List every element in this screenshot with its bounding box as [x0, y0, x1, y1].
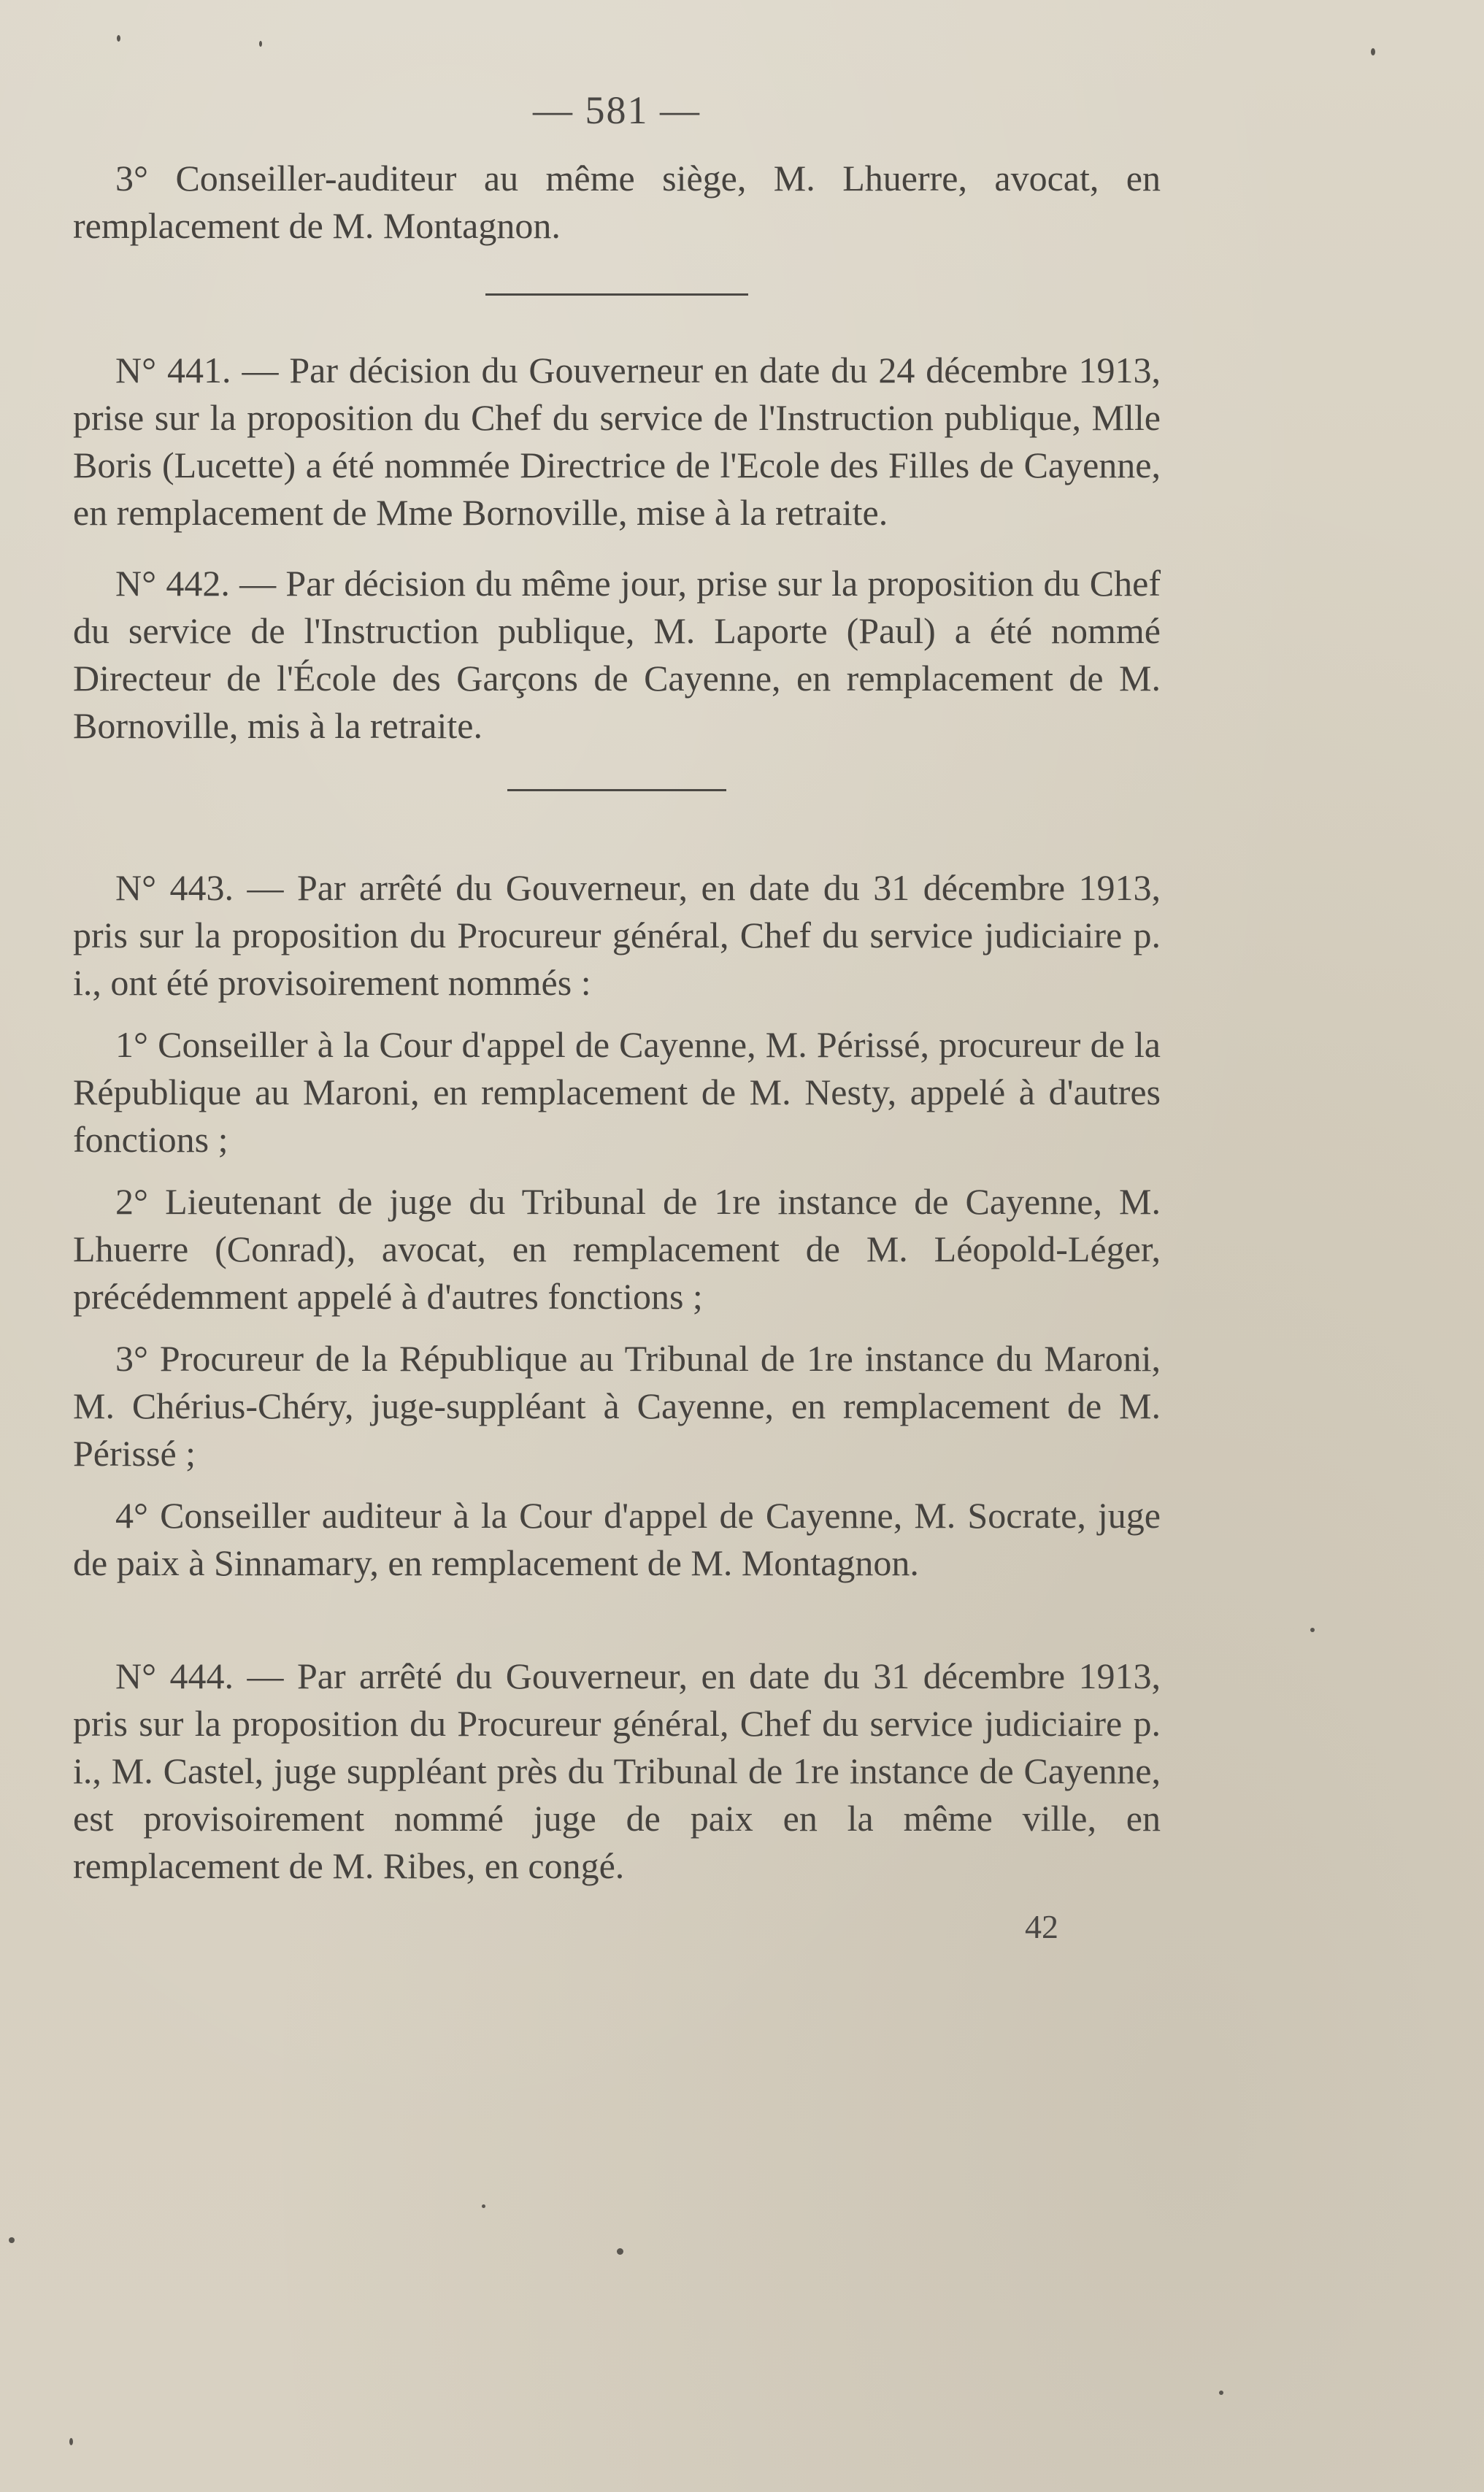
paragraph-no-443-item-4: 4° Conseiller auditeur à la Cour d'appel de Cayenne, M. Socrate, juge de paix à Sinnamary, en remplacement de M. Montagnon. — [73, 1495, 1161, 1583]
scan-speck — [1219, 2391, 1223, 2395]
scan-speck — [69, 2438, 73, 2445]
paragraph-no-442: N° 442. — Par décision du même jour, prise sur la proposition du Chef du service de l'Instruction publique, M. Laporte (Paul) a été nommé Directeur de l'École des Garçons de Cayenne, en remplacement de M. Bornoville, mis à la retraite. — [73, 563, 1161, 746]
folio-number: 42 — [1025, 1908, 1058, 1945]
scan-speck — [259, 41, 262, 47]
section-separator — [485, 293, 748, 296]
paragraph-no-443-item-2: 2° Lieutenant de juge du Tribunal de 1re instance de Cayenne, M. Lhuerre (Conrad), avocat, en remplacement de M. Léopold-Léger, précédemment appelé à d'autres fonctions ; — [73, 1181, 1161, 1317]
page-number: — 581 — — [533, 88, 701, 132]
scan-speck — [617, 2248, 623, 2255]
scan-speck — [482, 2204, 485, 2208]
page-content — [73, 88, 1161, 1946]
paragraph-no-443: N° 443. — Par arrêté du Gouverneur, en date du 31 décembre 1913, pris sur la proposition du Procureur général, Chef du service judiciaire p. i., ont été provisoirement nommés : — [73, 867, 1161, 1003]
section-separator — [507, 789, 726, 791]
paragraph-no-443-item-1: 1° Conseiller à la Cour d'appel de Cayenne, M. Périssé, procureur de la République au Maroni, en remplacement de M. Nesty, appelé à d'autres fonctions ; — [73, 1024, 1161, 1160]
scan-speck — [1310, 1628, 1315, 1632]
paragraph-no-444: N° 444. — Par arrêté du Gouverneur, en date du 31 décembre 1913, pris sur la proposition du Procureur général, Chef du service judiciaire p. i., M. Castel, juge suppléant près du Tribunal de 1re instance de Cayenne, est provisoirement nommé juge de paix en la même ville, en remplacement de M. Ribes, en congé. — [73, 1655, 1161, 1886]
paragraph-continuation: 3° Conseiller-auditeur au même siège, M. Lhuerre, avocat, en remplacement de M. Montagnon. — [73, 158, 1161, 246]
paragraph-no-443-item-3: 3° Procureur de la République au Tribunal de 1re instance du Maroni, M. Chérius-Chéry, juge-suppléant à Cayenne, en remplacement de M. Périssé ; — [73, 1338, 1161, 1474]
scan-speck — [117, 35, 120, 42]
paragraph-no-441: N° 441. — Par décision du Gouverneur en date du 24 décembre 1913, prise sur la proposition du Chef du service de l'Instruction publique, Mlle Boris (Lucette) a été nommée Directrice de l'Ecole des Filles de Cayenne, en remplacement de Mme Bornoville, mise à la retraite. — [73, 350, 1161, 533]
scan-speck — [1371, 48, 1375, 55]
scan-speck — [9, 2237, 15, 2243]
